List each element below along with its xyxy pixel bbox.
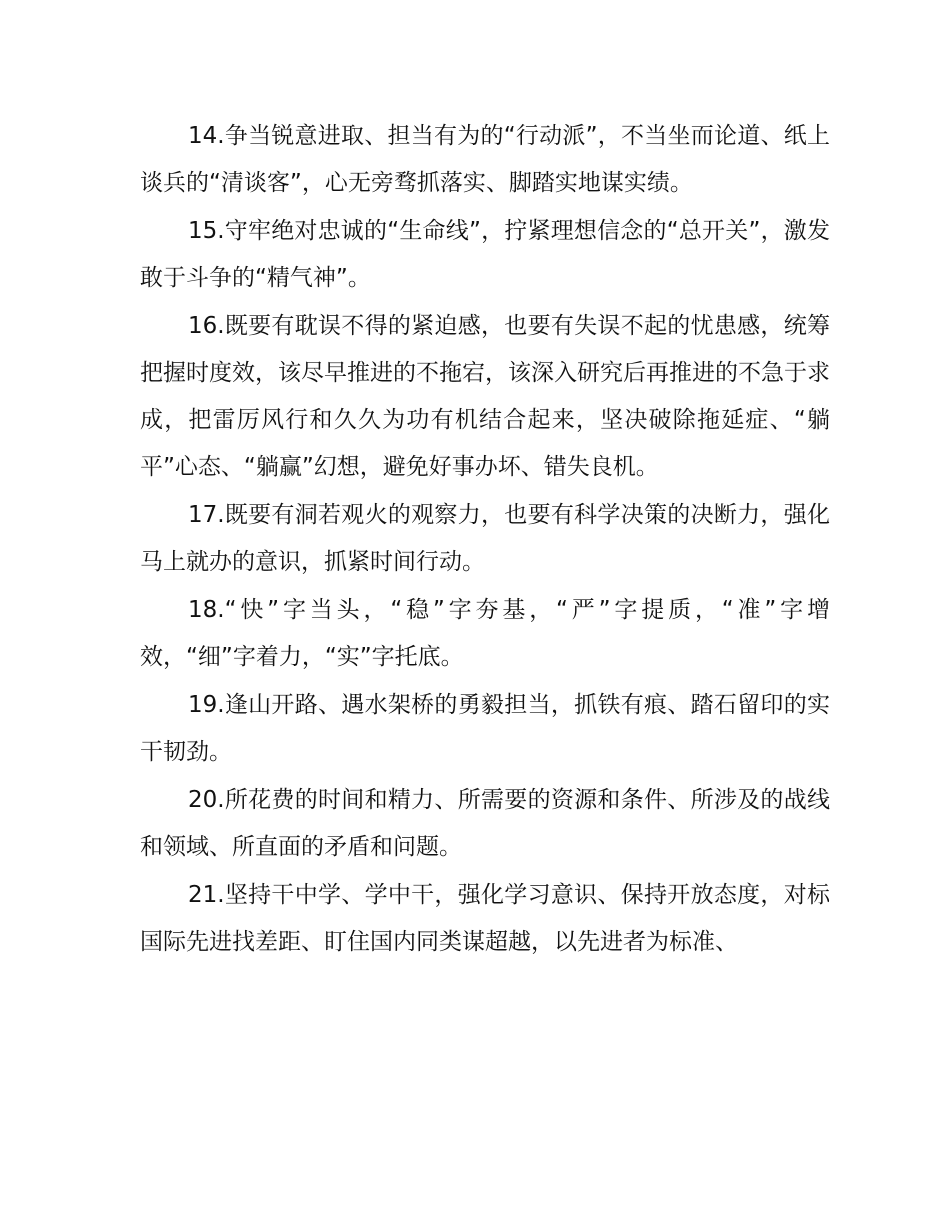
document-body <box>140 113 830 967</box>
paragraph-21: 21.坚持干中学、学中干，强化学习意识、保持开放态度，对标国际先进找差距、盯住国内同类谋超越，以先进者为标准、 <box>140 882 830 955</box>
paragraph-15: 15.守牢绝对忠诚的“生命线”，拧紧理想信念的“总开关”，激发敢于斗争的“精气神”。 <box>140 218 830 291</box>
paragraph-18: 18.“快”字当头，“稳”字夯基，“严”字提质，“准”字增效，“细”字着力，“实”字托底。 <box>140 597 830 670</box>
paragraph-16: 16.既要有耽误不得的紧迫感，也要有失误不起的忧患感，统筹把握时度效，该尽早推进的不拖宕，该深入研究后再推进的不急于求成，把雷厉风行和久久为功有机结合起来，坚决破除拖延症、“躺平”心态、“躺赢”幻想，避免好事办坏、错失良机。 <box>140 313 830 480</box>
paragraph-14: 14.争当锐意进取、担当有为的“行动派”，不当坐而论道、纸上谈兵的“清谈客”，心无旁骛抓落实、脚踏实地谋实绩。 <box>140 123 830 196</box>
paragraph-20: 20.所花费的时间和精力、所需要的资源和条件、所涉及的战线和领域、所直面的矛盾和问题。 <box>140 787 830 860</box>
paragraph-19: 19.逢山开路、遇水架桥的勇毅担当，抓铁有痕、踏石留印的实干韧劲。 <box>140 692 830 765</box>
paragraph-17: 17.既要有洞若观火的观察力，也要有科学决策的决断力，强化马上就办的意识，抓紧时间行动。 <box>140 502 830 575</box>
